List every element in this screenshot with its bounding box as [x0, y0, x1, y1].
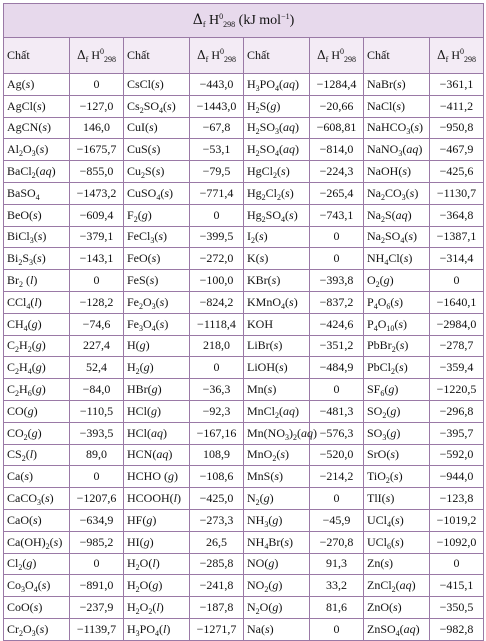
compound-cell: NaNO$_3$(aq) [364, 139, 430, 161]
compound-cell: CaO(s) [4, 509, 70, 531]
compound-cell: Ag(s) [4, 74, 70, 96]
enthalpy-value-cell: 0 [70, 74, 124, 96]
enthalpy-value-cell: 91,3 [310, 553, 364, 575]
enthalpy-value-cell: −395,7 [430, 422, 484, 444]
compound-cell: $CS_2(l)$ [4, 444, 70, 466]
enthalpy-value-cell: −415,1 [430, 575, 484, 597]
compound-cell: H(g) [124, 335, 190, 357]
header-enthalpy-4: $\Delta_f$ $H^0_{298}$ [430, 38, 484, 74]
enthalpy-value-cell: −127,0 [70, 95, 124, 117]
compound-cell: NaBr(s) [364, 74, 430, 96]
compound-cell: TiO$_2$(s) [364, 466, 430, 488]
enthalpy-value-cell: −592,0 [430, 444, 484, 466]
enthalpy-value-cell: −74,6 [70, 313, 124, 335]
compound-cell: NaCl(s) [364, 95, 430, 117]
compound-cell: MnO$_2$(s) [244, 444, 310, 466]
enthalpy-value-cell: 0 [430, 270, 484, 292]
enthalpy-value-cell: −270,8 [310, 531, 364, 553]
compound-cell: ZnO(s) [364, 597, 430, 619]
enthalpy-value-cell: −314,4 [430, 248, 484, 270]
enthalpy-value-cell: −814,0 [310, 139, 364, 161]
table-row [4, 444, 484, 466]
compound-cell: BiCl$_3$(s) [4, 226, 70, 248]
compound-cell: HCl(g) [124, 400, 190, 422]
enthalpy-value-cell: −1207,6 [70, 488, 124, 510]
enthalpy-value-cell: −237,9 [70, 597, 124, 619]
table-row [4, 531, 484, 553]
table-row [4, 95, 484, 117]
enthalpy-value-cell: −520,0 [310, 444, 364, 466]
enthalpy-value-cell: 227,4 [70, 335, 124, 357]
enthalpy-value-cell: −187,8 [190, 597, 244, 619]
enthalpy-value-cell: 0 [70, 270, 124, 292]
enthalpy-value-cell: −1443,0 [190, 95, 244, 117]
compound-cell: $Br_2$ (l) [4, 270, 70, 292]
enthalpy-value-cell: 81,6 [310, 597, 364, 619]
table-row [4, 597, 484, 619]
enthalpy-value-cell: 0 [310, 379, 364, 401]
enthalpy-value-cell: 0 [310, 488, 364, 510]
compound-cell: $H_2O(l)$ [124, 553, 190, 575]
compound-cell: TlI(s) [364, 488, 430, 510]
compound-cell: $C_2H_2(g)$ [4, 335, 70, 357]
compound-cell: $H_2S(g)$ [244, 95, 310, 117]
enthalpy-value-cell: 26,5 [190, 531, 244, 553]
enthalpy-value-cell: −143,1 [70, 248, 124, 270]
table-row [4, 379, 484, 401]
enthalpy-value-cell: −359,4 [430, 357, 484, 379]
enthalpy-value-cell: 0 [70, 466, 124, 488]
enthalpy-value-cell: 89,0 [70, 444, 124, 466]
enthalpy-value-cell: −272,0 [190, 248, 244, 270]
compound-cell: $P_4O_{10}(s)$ [364, 313, 430, 335]
compound-cell: SrO(s) [364, 444, 430, 466]
enthalpy-value-cell: 0 [430, 553, 484, 575]
enthalpy-value-cell: −1220,5 [430, 379, 484, 401]
table-row [4, 226, 484, 248]
compound-cell: HCN(aq) [124, 444, 190, 466]
compound-cell: CaCO$_3$(s) [4, 488, 70, 510]
enthalpy-value-cell: −944,0 [430, 466, 484, 488]
table-row [4, 248, 484, 270]
enthalpy-value-cell: −265,4 [310, 182, 364, 204]
enthalpy-value-cell: −167,16 [190, 422, 244, 444]
compound-cell: AgCl(s) [4, 95, 70, 117]
enthalpy-value-cell: −467,9 [430, 139, 484, 161]
compound-cell: $Al_2O_3(s)$ [4, 139, 70, 161]
enthalpy-value-cell: −743,1 [310, 204, 364, 226]
compound-cell: CoO(s) [4, 597, 70, 619]
enthalpy-value-cell: −128,2 [70, 291, 124, 313]
enthalpy-value-cell: −425,6 [430, 161, 484, 183]
enthalpy-value-cell: −79,5 [190, 161, 244, 183]
compound-cell: $CH_4(g)$ [4, 313, 70, 335]
compound-cell: LiBr(s) [244, 335, 310, 357]
compound-cell: FeO(s) [124, 248, 190, 270]
compound-cell: HF(g) [124, 509, 190, 531]
enthalpy-value-cell: −837,2 [310, 291, 364, 313]
compound-cell: CCl$_4$(l) [4, 291, 70, 313]
enthalpy-value-cell: −399,5 [190, 226, 244, 248]
enthalpy-value-cell: −296,8 [430, 400, 484, 422]
compound-cell: $O_2(g)$ [364, 270, 430, 292]
enthalpy-value-cell: −1139,7 [70, 618, 124, 640]
enthalpy-value-cell: −123,8 [430, 488, 484, 510]
compound-cell: $H_3PO_4(l)$ [124, 618, 190, 640]
enthalpy-value-cell: −424,6 [310, 313, 364, 335]
enthalpy-value-cell: −1271,7 [190, 618, 244, 640]
enthalpy-value-cell: −393,8 [310, 270, 364, 292]
table-row [4, 422, 484, 444]
compound-cell: HCHO (g) [124, 466, 190, 488]
table-title [4, 4, 484, 38]
enthalpy-value-cell: −1019,2 [430, 509, 484, 531]
table-title-text: $\Delta_f$ $H^0_{298}$ (kJ mol$^{-1}$) [192, 12, 295, 29]
compound-cell: $I_2(s)$ [244, 226, 310, 248]
compound-cell: $Bi_2S_3(s)$ [4, 248, 70, 270]
enthalpy-value-cell: −84,0 [70, 379, 124, 401]
compound-cell: $Na_2CO_3(s)$ [364, 182, 430, 204]
compound-cell: Mn(s) [244, 379, 310, 401]
compound-cell: $Mn(NO_3)_2(aq)$ [244, 422, 310, 444]
compound-cell: MnS(s) [244, 466, 310, 488]
enthalpy-value-cell: −982,8 [430, 618, 484, 640]
compound-cell: $Hg_2SO_4(s)$ [244, 204, 310, 226]
header-compound-3: Chất [244, 38, 310, 74]
enthalpy-value-cell: −608,81 [310, 117, 364, 139]
compound-cell: K(s) [244, 248, 310, 270]
compound-cell: ZnSO$_4$(aq) [364, 618, 430, 640]
compound-cell: Zn(s) [364, 553, 430, 575]
table-row [4, 575, 484, 597]
enthalpy-value-cell: −67,8 [190, 117, 244, 139]
compound-cell: $NH_4Cl(s)$ [364, 248, 430, 270]
compound-cell: HBr(g) [124, 379, 190, 401]
compound-cell: $Cl_2(g)$ [4, 553, 70, 575]
enthalpy-value-cell: −273,3 [190, 509, 244, 531]
table-row [4, 488, 484, 510]
compound-cell: $Co_3O_4(s)$ [4, 575, 70, 597]
enthalpy-value-cell: −36,3 [190, 379, 244, 401]
compound-cell: Ca(s) [4, 466, 70, 488]
header-compound-2: Chất [124, 38, 190, 74]
compound-cell: FeCl$_3$(s) [124, 226, 190, 248]
enthalpy-value-cell: −92,3 [190, 400, 244, 422]
enthalpy-value-cell: −361,1 [430, 74, 484, 96]
enthalpy-value-cell: −771,4 [190, 182, 244, 204]
compound-cell: $H_3PO_4(aq)$ [244, 74, 310, 96]
enthalpy-value-cell: 33,2 [310, 575, 364, 597]
header-enthalpy-2: $\Delta_f$ $H^0_{298}$ [190, 38, 244, 74]
header-enthalpy-3: $\Delta_f$ $H^0_{298}$ [310, 38, 364, 74]
enthalpy-value-cell: −484,9 [310, 357, 364, 379]
enthalpy-table-container [3, 3, 483, 641]
enthalpy-value-cell: −53,1 [190, 139, 244, 161]
compound-cell: $Cr_2O_3(s)$ [4, 618, 70, 640]
enthalpy-value-cell: −214,2 [310, 466, 364, 488]
compound-cell: HgCl$_2$(s) [244, 161, 310, 183]
enthalpy-value-cell: −443,0 [190, 74, 244, 96]
compound-cell: BeO(s) [4, 204, 70, 226]
compound-cell: ZnCl$_2$(aq) [364, 575, 430, 597]
enthalpy-value-cell: 0 [310, 226, 364, 248]
enthalpy-value-cell: −985,2 [70, 531, 124, 553]
compound-cell: FeS(s) [124, 270, 190, 292]
compound-cell: $N_2(g)$ [244, 488, 310, 510]
compound-cell: $NO_2(g)$ [244, 575, 310, 597]
compound-cell: HI(g) [124, 531, 190, 553]
compound-cell: CO(g) [4, 400, 70, 422]
compound-cell: KMnO$_4$(s) [244, 291, 310, 313]
compound-cell: NaOH(s) [364, 161, 430, 183]
table-row [4, 161, 484, 183]
enthalpy-value-cell: −1092,0 [430, 531, 484, 553]
header-compound-4: Chất [364, 38, 430, 74]
enthalpy-value-cell: −364,8 [430, 204, 484, 226]
compound-cell: NaHCO$_3$(s) [364, 117, 430, 139]
compound-cell: $C_2H_4(g)$ [4, 357, 70, 379]
table-row [4, 466, 484, 488]
enthalpy-value-cell: −224,3 [310, 161, 364, 183]
compound-cell: PbBr$_2$(s) [364, 335, 430, 357]
enthalpy-value-cell: 146,0 [70, 117, 124, 139]
enthalpy-value-cell: −2984,0 [430, 313, 484, 335]
enthalpy-value-cell: −481,3 [310, 400, 364, 422]
enthalpy-value-cell: 108,9 [190, 444, 244, 466]
enthalpy-value-cell: −241,8 [190, 575, 244, 597]
compound-cell: CuS(s) [124, 139, 190, 161]
compound-cell: $Cs_2SO_4(s)$ [124, 95, 190, 117]
enthalpy-value-cell: −1118,4 [190, 313, 244, 335]
enthalpy-value-cell: 0 [70, 553, 124, 575]
enthalpy-value-cell: −855,0 [70, 161, 124, 183]
compound-cell: UCl$_6$(s) [364, 531, 430, 553]
enthalpy-value-cell: −1130,7 [430, 182, 484, 204]
enthalpy-value-cell: 0 [190, 357, 244, 379]
enthalpy-value-cell: 0 [310, 248, 364, 270]
enthalpy-value-cell: −285,8 [190, 553, 244, 575]
compound-cell: $CO_2(g)$ [4, 422, 70, 444]
enthalpy-value-cell: −1284,4 [310, 74, 364, 96]
table-body [4, 74, 484, 641]
compound-cell: NO(g) [244, 553, 310, 575]
compound-cell: $Fe_3O_4(s)$ [124, 313, 190, 335]
compound-cell: HCOOH(l) [124, 488, 190, 510]
compound-cell: $Fe_2O_3(s)$ [124, 291, 190, 313]
enthalpy-value-cell: −1640,1 [430, 291, 484, 313]
enthalpy-table [3, 3, 484, 641]
table-row [4, 313, 484, 335]
compound-cell: $NH_4Br(s)$ [244, 531, 310, 553]
enthalpy-value-cell: 0 [190, 204, 244, 226]
compound-cell: $Ca(OH)_2(s)$ [4, 531, 70, 553]
enthalpy-value-cell: −609,4 [70, 204, 124, 226]
enthalpy-value-cell: 52,4 [70, 357, 124, 379]
enthalpy-value-cell: −425,0 [190, 488, 244, 510]
enthalpy-value-cell: −393,5 [70, 422, 124, 444]
enthalpy-value-cell: −350,5 [430, 597, 484, 619]
table-row [4, 509, 484, 531]
compound-cell: $Na_2S(aq)$ [364, 204, 430, 226]
table-row [4, 400, 484, 422]
compound-cell: $H_2SO_3(aq)$ [244, 117, 310, 139]
table-row [4, 335, 484, 357]
compound-cell: $P_4O_6(s)$ [364, 291, 430, 313]
enthalpy-value-cell: −950,8 [430, 117, 484, 139]
column-header-row [4, 38, 484, 74]
compound-cell: HCl(aq) [124, 422, 190, 444]
table-row [4, 74, 484, 96]
enthalpy-value-cell: −100,0 [190, 270, 244, 292]
header-enthalpy-1: $\Delta_f$ $H^0_{298}$ [70, 38, 124, 74]
table-row [4, 182, 484, 204]
table-row [4, 139, 484, 161]
enthalpy-value-cell: −45,9 [310, 509, 364, 531]
compound-cell: $Hg_2Cl_2(s)$ [244, 182, 310, 204]
enthalpy-value-cell: −411,2 [430, 95, 484, 117]
enthalpy-value-cell: −1675,7 [70, 139, 124, 161]
compound-cell: $NH_3(g)$ [244, 509, 310, 531]
enthalpy-value-cell: −351,2 [310, 335, 364, 357]
compound-cell: MnCl$_2$(aq) [244, 400, 310, 422]
compound-cell: $Na_2SO_4(s)$ [364, 226, 430, 248]
enthalpy-value-cell: −108,6 [190, 466, 244, 488]
compound-cell: KBr(s) [244, 270, 310, 292]
compound-cell: $SF_6(g)$ [364, 379, 430, 401]
compound-cell: $H_2O_2(l)$ [124, 597, 190, 619]
table-row [4, 270, 484, 292]
compound-cell: LiOH(s) [244, 357, 310, 379]
compound-cell: KOH [244, 313, 310, 335]
table-row [4, 204, 484, 226]
table-row [4, 357, 484, 379]
compound-cell: $F_2(g)$ [124, 204, 190, 226]
compound-cell: $SO_3(g)$ [364, 422, 430, 444]
compound-cell: $C_2H_6(g)$ [4, 379, 70, 401]
enthalpy-value-cell: −1473,2 [70, 182, 124, 204]
enthalpy-value-cell: −891,0 [70, 575, 124, 597]
compound-cell: CuSO$_4$(s) [124, 182, 190, 204]
compound-cell: $Cu_2S(s)$ [124, 161, 190, 183]
table-title-row [4, 4, 484, 38]
table-row [4, 618, 484, 640]
enthalpy-value-cell: −379,1 [70, 226, 124, 248]
enthalpy-value-cell: −576,3 [310, 422, 364, 444]
compound-cell: BaCl$_2$(aq) [4, 161, 70, 183]
enthalpy-value-cell: −824,2 [190, 291, 244, 313]
compound-cell: BaSO$_4$ [4, 182, 70, 204]
enthalpy-value-cell: −110,5 [70, 400, 124, 422]
compound-cell: Na(s) [244, 618, 310, 640]
compound-cell: $N_2O(g)$ [244, 597, 310, 619]
compound-cell: $H_2O(g)$ [124, 575, 190, 597]
table-row [4, 291, 484, 313]
table-row [4, 117, 484, 139]
compound-cell: CsCl(s) [124, 74, 190, 96]
compound-cell: UCl$_4$(s) [364, 509, 430, 531]
enthalpy-value-cell: −20,66 [310, 95, 364, 117]
enthalpy-value-cell: 0 [310, 618, 364, 640]
table-row [4, 553, 484, 575]
compound-cell: $H_2SO_4(aq)$ [244, 139, 310, 161]
compound-cell: $H_2(g)$ [124, 357, 190, 379]
enthalpy-value-cell: −278,7 [430, 335, 484, 357]
compound-cell: AgCN(s) [4, 117, 70, 139]
enthalpy-value-cell: −1387,1 [430, 226, 484, 248]
compound-cell: $SO_2(g)$ [364, 400, 430, 422]
compound-cell: PbCl$_2$(s) [364, 357, 430, 379]
enthalpy-value-cell: −634,9 [70, 509, 124, 531]
compound-cell: CuI(s) [124, 117, 190, 139]
header-compound-1: Chất [4, 38, 70, 74]
enthalpy-value-cell: 218,0 [190, 335, 244, 357]
